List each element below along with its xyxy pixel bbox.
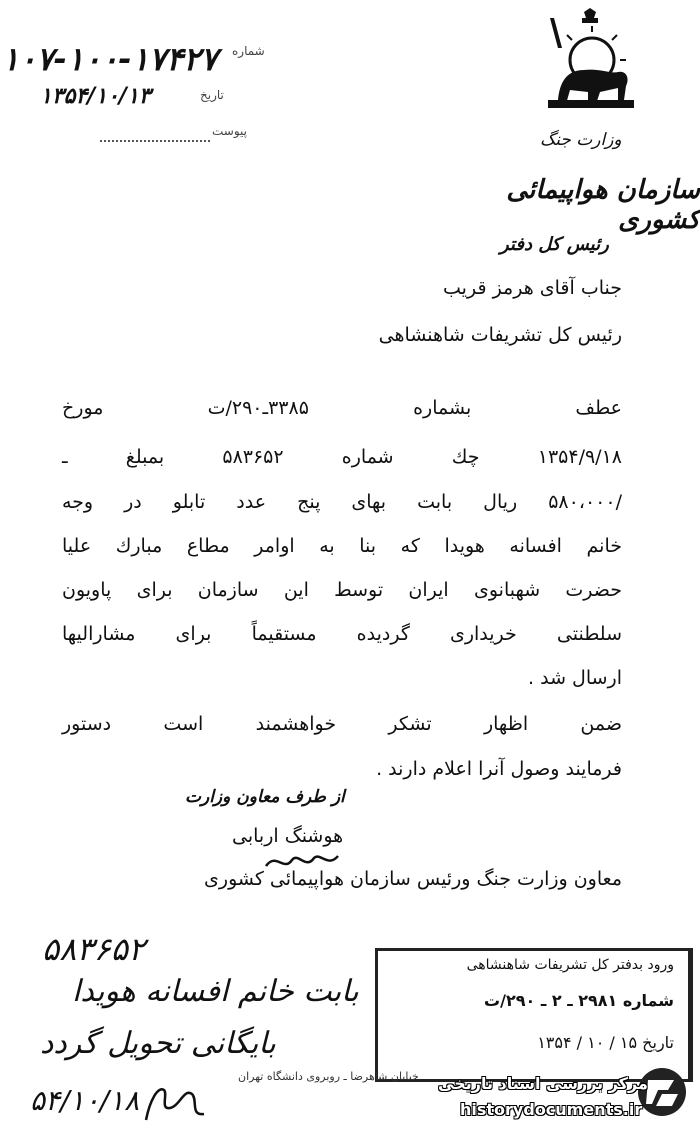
body-line: عطف بشماره ۳۳۸۵ـ۲۹۰/ت مورخ xyxy=(62,397,622,419)
registry-number-label: شماره xyxy=(232,44,265,58)
organization-title: سازمان هواپیمائی کشوری xyxy=(506,175,700,235)
signer-name: هوشنگ اربابی xyxy=(232,825,344,847)
addressee-title: رئیس کل تشریفات شاهنشاهی xyxy=(378,324,622,346)
body-line: /۵۸۰،۰۰۰ ریال بابت بهای پنج عدد تابلو در وجه xyxy=(62,491,622,513)
handwritten-note: ۵۴/۱۰/۱۸ xyxy=(30,1084,140,1117)
closing-line: فرمایند وصول آنرا اعلام دارند . xyxy=(376,758,622,780)
signer-title: معاون وزارت جنگ ورئیس سازمان هواپیمائی کشوری xyxy=(204,868,622,890)
addressee-name: جناب آقای هرمز قریب xyxy=(443,277,622,299)
signature-handwritten: از طرف معاون وزارت xyxy=(185,787,345,807)
body-line: خانم افسانه هویدا که بنا به اوامر مطاع مبارك علیا xyxy=(62,535,622,557)
closing-line: ضمن اظهار تشکر خواهشمند است دستور xyxy=(62,713,622,735)
body-line: ارسال شد . xyxy=(528,667,622,689)
lion-and-sun-emblem-icon xyxy=(540,8,640,112)
stamp-line: ورود بدفتر کل تشریفات شاهنشاهی xyxy=(466,957,674,973)
body-line: حضرت شهبانوی ایران توسط این سازمان برای پاویون xyxy=(62,579,622,601)
receipt-stamp xyxy=(375,948,693,1082)
stamp-number: شماره ۲۹۸۱ ـ ۲ ـ ۲۹۰/ت xyxy=(484,991,674,1010)
registry-attachment-label: پیوست xyxy=(212,124,247,138)
ministry-title: وزارت جنگ xyxy=(540,130,622,150)
body-line: ۱۳۵۴/۹/۱۸ چك شماره ۵۸۳۶۵۲ بمبلغ ـ xyxy=(62,446,622,468)
handwritten-note: ۵۸۳۶۵۲ xyxy=(42,930,146,968)
registry-date-label: تاریخ xyxy=(200,88,224,102)
registry-post-dotted-line xyxy=(100,140,210,142)
body-line: سلطنتی خریداری گردیده مستقیماً برای مشارالیها xyxy=(62,623,622,645)
handwritten-note: بایگانی تحویل گردد xyxy=(40,1026,276,1061)
registry-number: ۱۰۷-۱۰۰-۱۷۴۲۷ xyxy=(2,40,218,78)
handwritten-note: بابت خانم افسانه هویدا xyxy=(72,974,359,1009)
watermark-title: مرکز بررسی اسناد تاریخی xyxy=(438,1074,648,1093)
footer-address: خیابان شاهرضا ـ روبروی دانشگاه تهران xyxy=(238,1070,419,1083)
stamp-date: تاریخ ۱۵ / ۱۰ / ۱۳۵۴ xyxy=(537,1033,674,1052)
watermark-url: historydocuments.ir xyxy=(460,1100,643,1119)
registry-date: ۱۳۵۴/۱۰/۱۳ xyxy=(40,84,151,109)
reference-signature: رئیس کل دفتر xyxy=(500,234,609,255)
handwritten-initials-icon xyxy=(140,1080,210,1126)
